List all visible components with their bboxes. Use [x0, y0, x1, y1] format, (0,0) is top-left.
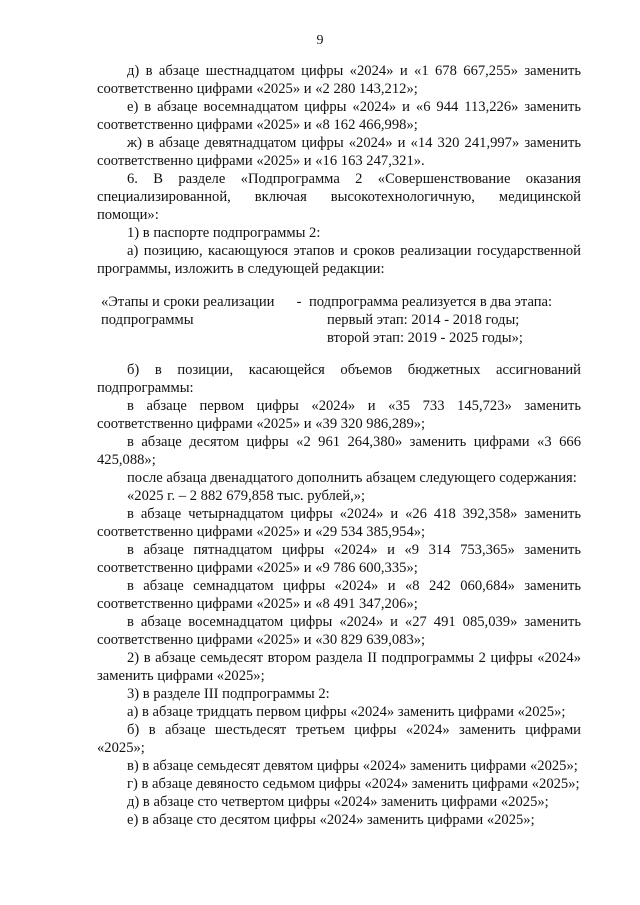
- passport-position: [97, 293, 581, 347]
- passport-label: «Этапы и сроки реализации подпрограммы: [101, 294, 275, 328]
- paragraph: в абзаце первом цифры «2024» и «35 733 145,723» заменить соответственно цифрами «2025» и «39 320 986,289»;: [97, 398, 581, 432]
- passport-value: [309, 293, 581, 347]
- paragraph: 6. В разделе «Подпрограмма 2 «Совершенствование оказания специализированной, включая высокотехнологичную, медицинской помощи»:: [97, 171, 581, 223]
- paragraph: в абзаце четырнадцатом цифры «2024» и «26 418 392,358» заменить соответственно цифрами «2025» и «29 534 385,954»;: [97, 506, 581, 540]
- paragraph: в абзаце восемнадцатом цифры «2024» и «27 491 085,039» заменить соответственно цифрами «2025» и «30 829 639,083»;: [97, 614, 581, 648]
- page-number: 9: [316, 33, 324, 48]
- paragraph: е) в абзаце восемнадцатом цифры «2024» и «6 944 113,226» заменить соответственно цифрами «2025» и «8 162 466,998»;: [97, 99, 581, 133]
- paragraph: д) в абзаце сто четвертом цифры «2024» заменить цифрами «2025»;: [127, 794, 549, 810]
- passport-line: подпрограмма реализуется в два этапа:: [309, 294, 553, 310]
- passport-dash: -: [296, 294, 302, 310]
- paragraph: б) в позиции, касающейся объемов бюджетных ассигнований подпрограммы:: [97, 362, 581, 396]
- paragraph: 2) в абзаце семьдесят втором раздела II подпрограммы 2 цифры «2024» заменить цифрами «2025»;: [97, 650, 581, 684]
- paragraph: ж) в абзаце девятнадцатом цифры «2024» и «14 320 241,997» заменить соответственно цифрами «2025» и «16 163 247,321».: [97, 135, 581, 169]
- document-body: [97, 62, 581, 829]
- paragraph: 1) в паспорте подпрограммы 2:: [127, 225, 321, 241]
- passport-line: первый этап: 2014 - 2018 годы;: [327, 312, 520, 328]
- paragraph: в абзаце семнадцатом цифры «2024» и «8 242 060,684» заменить соответственно цифрами «2025» и «8 491 347,206»;: [97, 578, 581, 612]
- paragraph: 3) в разделе III подпрограммы 2:: [127, 686, 330, 702]
- paragraph: а) в абзаце тридцать первом цифры «2024» заменить цифрами «2025»;: [127, 704, 566, 720]
- paragraph: а) позицию, касающуюся этапов и сроков реализации государственной программы, изложить в следующей редакции:: [97, 243, 581, 277]
- paragraph: д) в абзаце шестнадцатом цифры «2024» и «1 678 667,255» заменить соответственно цифрами «2025» и «2 280 143,212»;: [97, 63, 581, 97]
- passport-line: второй этап: 2019 - 2025 годы»;: [327, 330, 523, 346]
- paragraph: е) в абзаце сто десятом цифры «2024» заменить цифрами «2025»;: [127, 812, 535, 828]
- paragraph: в абзаце пятнадцатом цифры «2024» и «9 314 753,365» заменить соответственно цифрами «2025» и «9 786 600,335»;: [97, 542, 581, 576]
- paragraph: г) в абзаце девяносто седьмом цифры «2024» заменить цифрами «2025»;: [127, 776, 580, 792]
- paragraph: б) в абзаце шестьдесят третьем цифры «2024» заменить цифрами «2025»;: [97, 722, 581, 756]
- paragraph: в) в абзаце семьдесят девятом цифры «2024» заменить цифрами «2025»;: [127, 758, 578, 774]
- paragraph: «2025 г. – 2 882 679,858 тыс. рублей,»;: [127, 488, 366, 504]
- paragraph: после абзаца двенадцатого дополнить абзацем следующего содержания:: [127, 470, 577, 486]
- paragraph: в абзаце десятом цифры «2 961 264,380» заменить цифрами «3 666 425,088»;: [97, 434, 581, 468]
